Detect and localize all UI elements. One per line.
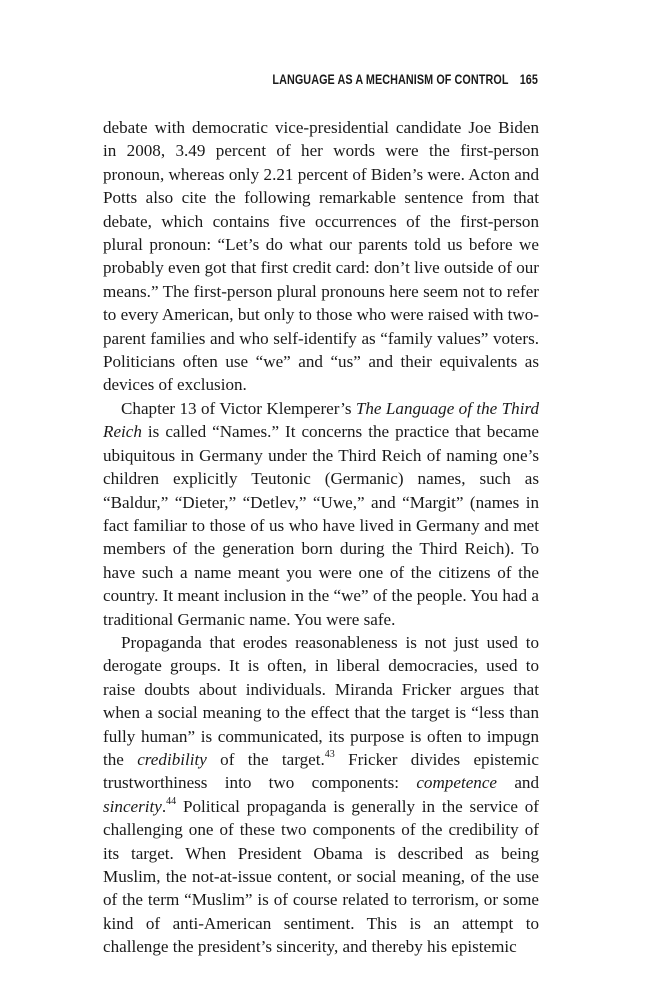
footnote-ref-44: 44 bbox=[166, 796, 177, 808]
body-text bbox=[103, 116, 539, 959]
book-title: The Language of the Third Reich bbox=[103, 398, 540, 442]
paragraph-text: is called “Names.” It concerns the practice that became ubiquitous in Germany under the Third Reich of naming one’s children explicitly Teutonic (Germanic) names, such as “Baldur,” “Dieter,” “Detlev,” “Uwe,” and “Margit” (names in fact familiar to those of us who have lived in Germany and met members of the generation born during the Third Reich). To have such a name meant you were one of the citizens of the country. It meant inclusion in the “we” of the people. You had a traditional Germanic name. You were safe. bbox=[103, 422, 539, 629]
paragraph-3 bbox=[103, 631, 539, 959]
paragraph-text: of the target. bbox=[206, 749, 325, 769]
paragraph-1 bbox=[103, 116, 539, 397]
paragraph-2 bbox=[103, 397, 539, 631]
paragraph-text: . bbox=[161, 796, 167, 816]
paragraph-text: Propaganda that erodes reasonableness is not just used to derogate groups. It is often, in liberal democracies, used to raise doubts about individuals. Miranda Fricker argues that when a social meaning to the effect that the target is “less than fully human” is communicated, its purpose is often to impugn the bbox=[103, 632, 539, 769]
emphasis: credibility bbox=[137, 749, 207, 769]
paragraph-text: debate with democratic vice-presidential candidate Joe Biden in 2008, 3.49 percent of her words were the first-person pronoun, whereas only 2.21 percent of Biden’s were. Acton and Potts also cite the following remarkable sentence from that debate, which contains five occurrences of the first-person plural pronoun: “Let’s do what our parents told us before we probably even got that first credit card: don’t live outside of our means.” The first-person plural pronouns here seem not to refer to every American, but only to those who were raised with two-parent families and who self-identify as “family values” voters. Politicians often use “we” and “us” and their equivalents as devices of exclusion. bbox=[103, 118, 539, 395]
emphasis: sincerity bbox=[103, 796, 162, 816]
emphasis: competence bbox=[416, 773, 497, 793]
paragraph-text: Fricker divides epistemic trustworthiness into two components: bbox=[103, 749, 539, 793]
paragraph-text: Political propaganda is generally in the service of challenging one of these two components of the credibility of its target. When President Obama is described as being Muslim, the not-at-issue content, or social meaning, of the use of the term “Muslim” is of course related to terrorism, or some kind of anti-American sentiment. This is an attempt to challenge the president’s sincerity, and thereby his epistemic bbox=[103, 796, 539, 957]
running-head bbox=[272, 72, 538, 87]
paragraph-text: and bbox=[497, 773, 539, 793]
paragraph-text: Chapter 13 of Victor Klemperer’s bbox=[121, 398, 356, 418]
footnote-ref-43: 43 bbox=[324, 749, 335, 761]
page-number: 165 bbox=[519, 72, 538, 87]
running-title: LANGUAGE AS A MECHANISM OF CONTROL bbox=[272, 72, 509, 87]
